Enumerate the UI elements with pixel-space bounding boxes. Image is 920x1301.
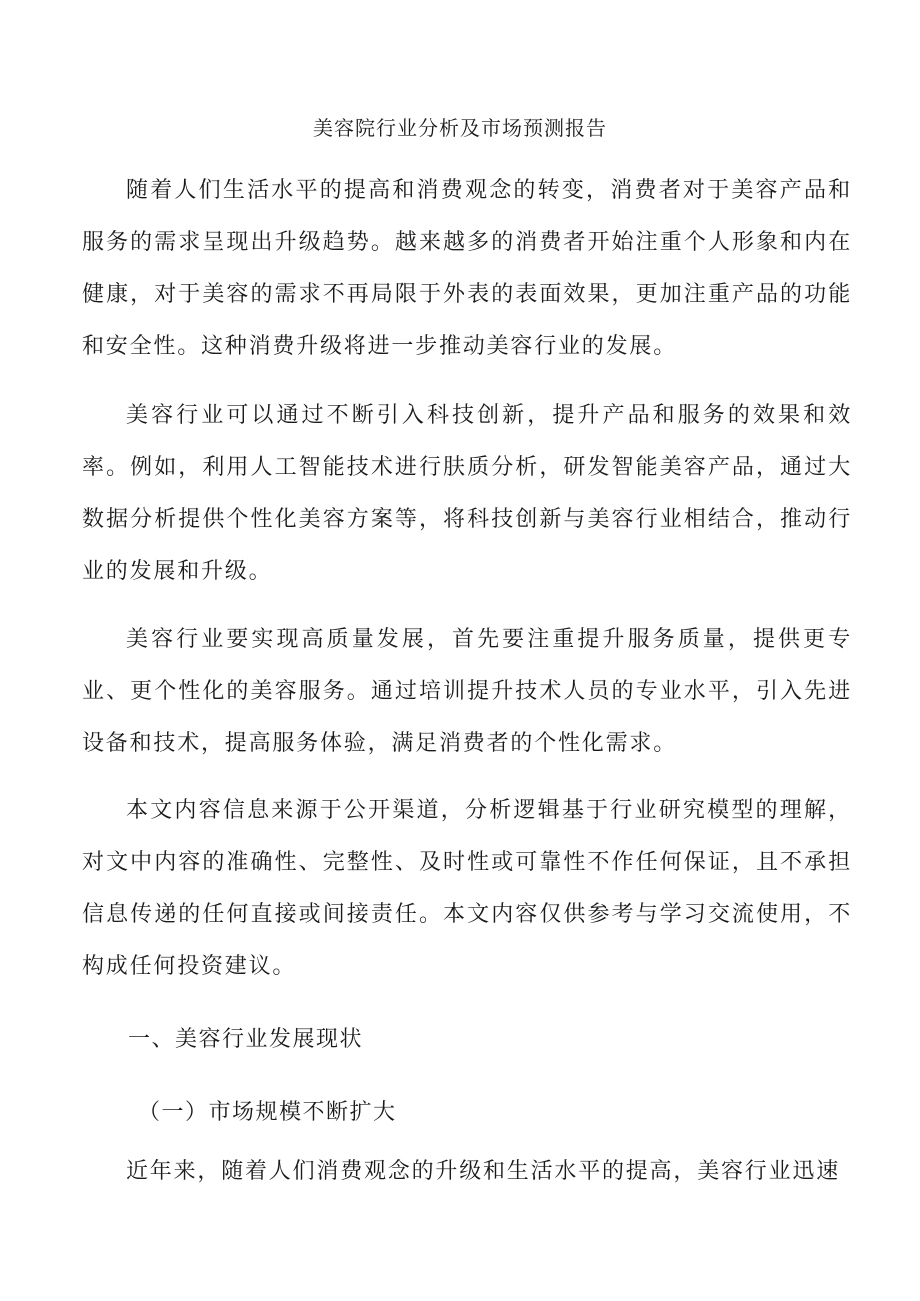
paragraph-consumption-upgrade: 随着人们生活水平的提高和消费观念的转变，消费者对于美容产品和服务的需求呈现出升级趋势。越来越多的消费者开始注重个人形象和内在健康，对于美容的需求不再局限于外表的表面效果，更加注重产品的功能和安全性。这种消费升级将进一步推动美容行业的发展。 — [82, 178, 852, 359]
paragraph-market-size: 近年来，随着人们消费观念的升级和生活水平的提高，美容行业迅速 — [126, 1159, 841, 1184]
paragraph-disclaimer: 本文内容信息来源于公开渠道，分析逻辑基于行业研究模型的理解，对文中内容的准确性、完整性、及时性或可靠性不作任何保证，且不承担信息传递的任何直接或间接责任。本文内容仅供参考与学习交流使用，不构成任何投资建议。 — [82, 798, 852, 979]
subsection-heading: （一）市场规模不断扩大 — [138, 1100, 397, 1125]
section-heading: 一、美容行业发展现状 — [128, 1027, 364, 1052]
document-title: 美容院行业分析及市场预测报告 — [313, 116, 607, 140]
paragraph-tech-innovation: 美容行业可以通过不断引入科技创新，提升产品和服务的效果和效率。例如，利用人工智能技术进行肤质分析，研发智能美容产品，通过大数据分析提供个性化美容方案等，将科技创新与美容行业相结合，推动行业的发展和升级。 — [82, 403, 852, 584]
paragraph-service-quality: 美容行业要实现高质量发展，首先要注重提升服务质量，提供更专业、更个性化的美容服务。通过培训提升技术人员的专业水平，引入先进设备和技术，提高服务体验，满足消费者的个性化需求。 — [82, 627, 852, 756]
